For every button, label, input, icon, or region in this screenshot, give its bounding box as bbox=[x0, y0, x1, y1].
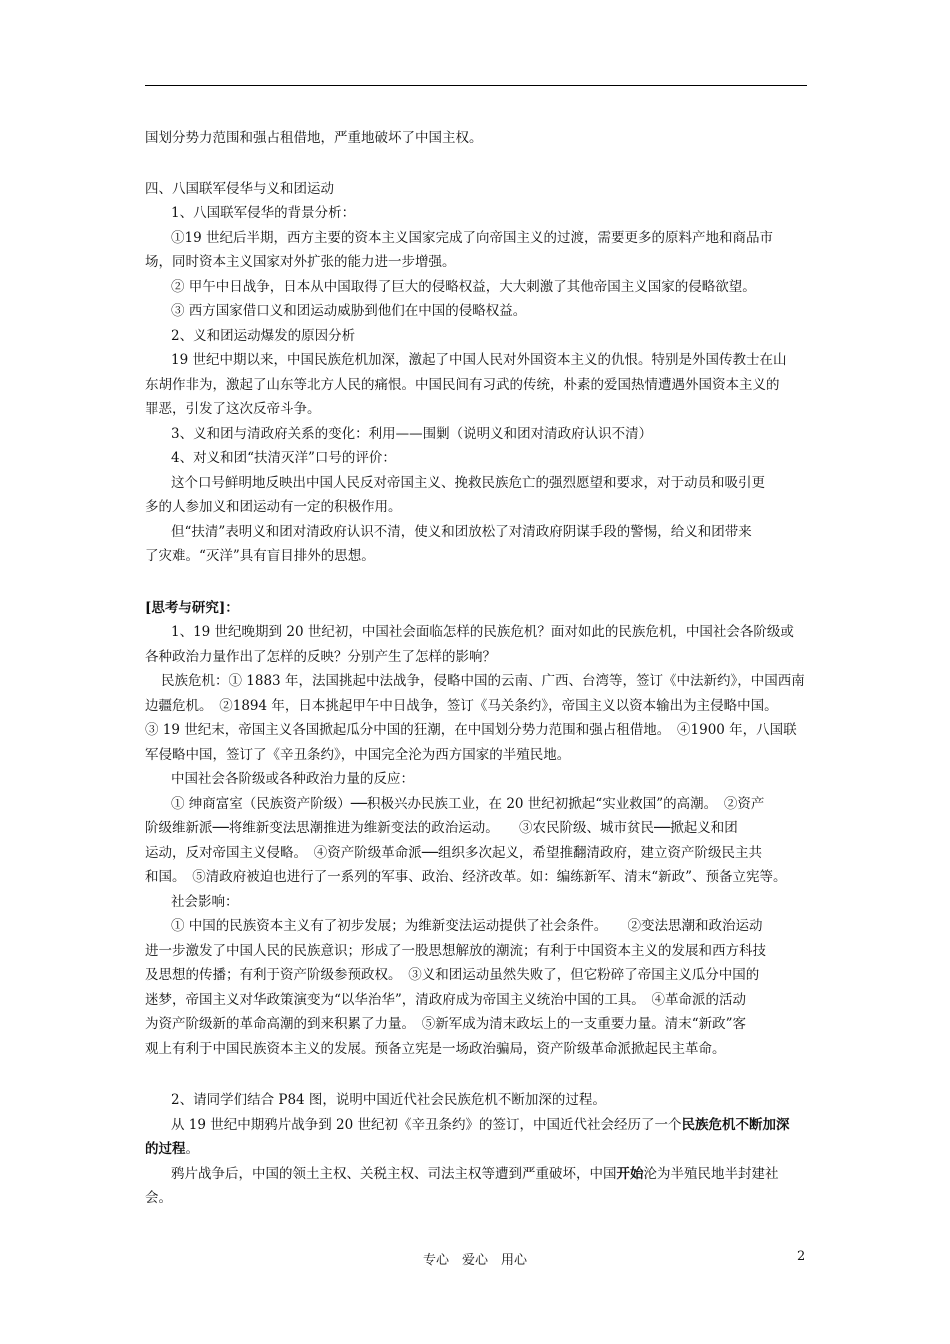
text-line: 进一步激发了中国人民的民族意识；形成了一股思想解放的潮流；有利于中国资本主义的发展和西方科技 bbox=[145, 943, 766, 959]
text-line: 19 世纪中期以来，中国民族危机加深，激起了中国人民对外国资本主义的仇恨。特别是外国传教士在山 bbox=[171, 352, 787, 368]
text-run: 鸦片战争后，中国的领土主权、关税主权、司法主权等遭到严重破坏，中国 bbox=[171, 1166, 617, 1182]
text-line: ① 绅商富室（民族资产阶级）──积极兴办民族工业，在 20 世纪初掀起“实业救国”的高潮。 ②资产 bbox=[171, 796, 765, 812]
text-line: ③ 19 世纪末，帝国主义各国掀起瓜分中国的狂潮，在中国划分势力范围和强占租借地。 ④1900 年，八国联 bbox=[145, 722, 797, 738]
text-line: 民族危机：① 1883 年，法国挑起中法战争，侵略中国的云南、广西、台湾等，签订《中法新约》，中国西南 bbox=[161, 673, 805, 689]
text-line: 为资产阶级新的革命高潮的到来积累了力量。 ⑤新军成为清末政坛上的一支重要力量。清末“新政”客 bbox=[145, 1016, 747, 1032]
text-line: 和国。 ⑤清政府被迫也进行了一系列的军事、政治、经济改革。如：编练新军、清末“新政”、预备立宪等。 bbox=[145, 869, 787, 885]
header-rule bbox=[145, 85, 807, 86]
text-line: ② 甲午中日战争，日本从中国取得了巨大的侵略权益，大大刺激了其他帝国主义国家的侵略欲望。 bbox=[171, 279, 756, 295]
footer-motto: 专心 爱心 用心 bbox=[422, 1253, 527, 1268]
text-line bbox=[145, 1137, 807, 1161]
text-line: 了灾难。“灭洋”具有盲目排外的思想。 bbox=[145, 548, 375, 564]
subheading: 2、义和团运动爆发的原因分析 bbox=[171, 328, 356, 344]
subheading: 4、对义和团“扶清灭洋”口号的评价： bbox=[171, 450, 396, 466]
text-line: ③ 西方国家借口义和团运动威胁到他们在中国的侵略权益。 bbox=[171, 303, 527, 319]
subheading: 社会影响： bbox=[171, 894, 239, 910]
text-line: 会。 bbox=[145, 1190, 172, 1206]
text-line: 阶级维新派──将维新变法思潮推进为维新变法的政治运动。 ③农民阶级、城市贫民──掀起义和团 bbox=[145, 820, 738, 836]
text-line: ①19 世纪后半期，西方主要的资本主义国家完成了向帝国主义的过渡，需要更多的原料产地和商品市 bbox=[171, 230, 773, 246]
text-line: 国划分势力范围和强占租借地，严重地破坏了中国主权。 bbox=[145, 130, 483, 146]
text-line: 但“扶清”表明义和团对清政府认识不清，使义和团放松了对清政府阴谋手段的警惕，给义和团带来 bbox=[171, 524, 752, 540]
text-line: 及思想的传播；有利于资产阶级参预政权。 ③义和团运动虽然失败了，但它粉碎了帝国主义瓜分中国的 bbox=[145, 967, 760, 983]
page-number: 2 bbox=[797, 1249, 806, 1264]
emphasis-text: 开始 bbox=[616, 1166, 644, 1182]
emphasis-text: 民族危机不断加深 bbox=[681, 1117, 790, 1133]
section-heading-bold: [思考与研究]： bbox=[145, 600, 239, 616]
subheading: 1、八国联军侵华的背景分析： bbox=[171, 205, 356, 221]
text-run: 。 bbox=[185, 1141, 199, 1157]
text-line: 军侵略中国，签订了《辛丑条约》，中国完全沦为西方国家的半殖民地。 bbox=[145, 747, 571, 763]
text-line: 各种政治力量作出了怎样的反映？分别产生了怎样的影响？ bbox=[145, 649, 496, 665]
text-line: 东胡作非为，激起了山东等北方人民的痛恨。中国民间有习武的传统，朴素的爱国热情遭遇外国资本主义的 bbox=[145, 377, 780, 393]
text-line: 罪恶，引发了这次反帝斗争。 bbox=[145, 401, 321, 417]
subheading: 3、义和团与清政府关系的变化：利用——围剿（说明义和团对清政府认识不清） bbox=[171, 426, 653, 442]
subheading: 中国社会各阶级或各种政治力量的反应： bbox=[171, 771, 414, 787]
text-line: 多的人参加义和团运动有一定的积极作用。 bbox=[145, 499, 402, 515]
text-run: 沦为半殖民地半封建社 bbox=[643, 1166, 779, 1182]
text-run: 从 19 世纪中期鸦片战争到 20 世纪初《辛丑条约》的签订，中国近代社会经历了一个 bbox=[171, 1117, 682, 1133]
text-line: 2、请同学们结合 P84 图，说明中国近代社会民族危机不断加深的过程。 bbox=[171, 1092, 606, 1108]
text-line bbox=[171, 1113, 807, 1137]
text-line: 场，同时资本主义国家对外扩张的能力进一步增强。 bbox=[145, 254, 456, 270]
emphasis-text: 的过程 bbox=[145, 1141, 186, 1157]
text-line bbox=[171, 1162, 807, 1186]
text-line: 边疆危机。 ②1894 年，日本挑起甲午中日战争，签订《马关条约》，帝国主义以资本输出为主侵略中国。 bbox=[145, 698, 778, 714]
text-line: 这个口号鲜明地反映出中国人民反对帝国主义、挽救民族危亡的强烈愿望和要求，对于动员和吸引更 bbox=[171, 475, 765, 491]
text-line: 1、19 世纪晚期到 20 世纪初，中国社会面临怎样的民族危机？面对如此的民族危机，中国社会各阶级或 bbox=[171, 624, 794, 640]
section-heading: 四、八国联军侵华与义和团运动 bbox=[145, 181, 334, 197]
text-line: 迷梦，帝国主义对华政策演变为“以华治华”，清政府成为帝国主义统治中国的工具。 ④革命派的活动 bbox=[145, 992, 747, 1008]
text-line: 观上有利于中国民族资本主义的发展。预备立宪是一场政治骗局，资产阶级革命派掀起民主革命。 bbox=[145, 1041, 726, 1057]
text-line: 运动，反对帝国主义侵略。 ④资产阶级革命派──组织多次起义，希望推翻清政府，建立资产阶级民主共 bbox=[145, 845, 763, 861]
text-line: ① 中国的民族资本主义有了初步发展；为维新变法运动提供了社会条件。 ②变法思潮和政治运动 bbox=[171, 918, 763, 934]
